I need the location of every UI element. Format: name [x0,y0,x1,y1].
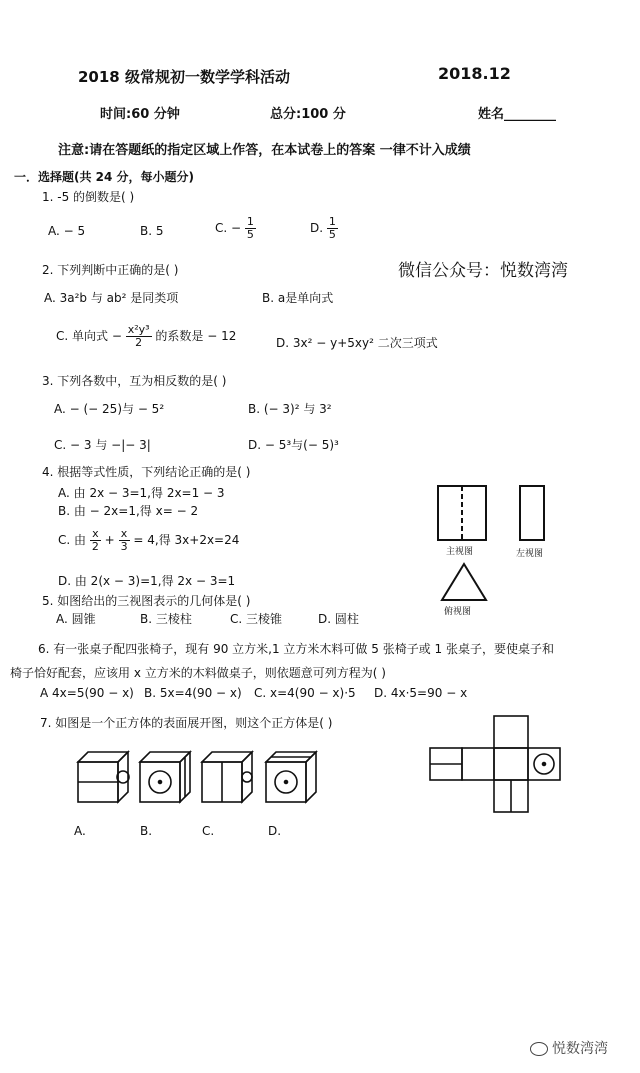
q2-stem: 2. 下列判断中正确的是( ) [42,263,179,277]
q6-option-c: C. x=4(90 − x)·5 [254,686,356,700]
q7-option-a: A. [74,824,86,838]
cube-option-d [266,752,316,802]
q4-option-c-prefix: C. 由 [58,533,87,547]
fraction-numerator: x [119,528,130,541]
fraction-numerator: x²y³ [127,323,150,336]
q1-option-a: A. − 5 [48,224,86,238]
q4-option-c-suffix: = 4,得 3x+2x=24 [133,533,240,547]
front-view-label: 主视图 [446,547,474,557]
q1-option-c [215,216,256,241]
q3-option-c: C. − 3 与 −|− 3| [54,438,151,452]
fraction-denominator: 2 [91,540,99,553]
q2-option-c-fraction [126,324,152,349]
q4-fraction-x-over-3 [119,528,130,553]
q7-option-d: D. [268,824,282,838]
q1-stem: 1. -5 的倒数是( ) [42,190,135,204]
q2-option-c-prefix: C. 单向式 − [56,329,122,343]
q4-option-b: B. 由 − 2x=1,得 x= − 2 [58,504,199,518]
top-view-shape [442,564,486,600]
q7-option-c: C. [202,824,215,838]
top-view-label: 俯视图 [444,607,472,617]
front-view-shape [438,486,486,540]
fraction-denominator: 3 [120,540,128,553]
section-heading: 一．选择题(共 24 分，每小题分) [14,170,195,184]
q1-option-c-prefix: C. − [215,221,242,235]
q6-line1: 6. 有一张桌子配四张椅子，现有 90 立方米,1 立方米木料可做 5 张椅子或 1 张桌子，要使桌子和 [38,642,554,656]
wechat-icon [530,1042,548,1056]
cube-option-a [78,752,129,802]
q2-option-a: A. 3a²b 与 ab² 是同类项 [44,291,179,305]
plus-sign: + [104,533,115,547]
q5-option-d: D. 圆柱 [318,612,359,626]
fraction-denominator: 2 [135,336,143,349]
q6-line2: 椅子恰好配套，应该用 x 立方米的木料做桌子，则依题意可列方程为( ) [10,666,386,680]
watermark-text: 微信公众号：悦数湾湾 [398,261,568,281]
q4-option-d: D. 由 2(x − 3)=1,得 2x − 3=1 [58,574,236,588]
exam-date: 2018.12 [438,64,511,83]
q6-option-d: D. 4x·5=90 − x [374,686,468,700]
cube-net-figure [428,714,608,814]
footer-watermark [530,1038,608,1058]
q4-stem: 4. 根据等式性质，下列结论正确的是( ) [42,465,251,479]
q3-stem: 3. 下列各数中，互为相反数的是( ) [42,374,227,388]
fraction-numerator: x [90,528,101,541]
q5-option-b: B. 三棱柱 [140,612,192,626]
q1-option-d [310,216,338,241]
footer-watermark-text: 悦数湾湾 [552,1041,608,1057]
cube-option-c [202,752,252,802]
fraction-denominator: 5 [328,228,336,241]
q2-option-c-suffix: 的系数是 − 12 [155,329,237,343]
exam-notice: 注意:请在答题纸的指定区域上作答，在本试卷上的答案 一律不计入成绩 [58,143,471,158]
q7-stem: 7. 如图是一个正方体的表面展开图，则这个正方体是( ) [40,716,333,730]
q5-option-c: C. 三棱锥 [230,612,283,626]
q3-option-d: D. − 5³与(− 5)³ [248,438,339,452]
q5-stem: 5. 如图给出的三视图表示的几何体是( ) [42,594,251,608]
q3-option-b: B. (− 3)² 与 3² [248,402,332,416]
fraction-numerator: 1 [328,215,336,228]
left-view-label: 左视图 [516,549,544,559]
q1-option-d-fraction [327,216,338,241]
q1-option-b: B. 5 [140,224,164,238]
q2-option-d: D. 3x² − y+5xy² 二次三项式 [276,336,438,350]
q4-option-a: A. 由 2x − 3=1,得 2x=1 − 3 [58,486,225,500]
fraction-numerator: 1 [246,215,254,228]
q2-option-b: B. a是单向式 [262,291,334,305]
cube-options-figure [70,748,330,814]
q5-option-a: A. 圆锥 [56,612,96,626]
q4-option-c [58,528,239,553]
q6-option-b: B. 5x=4(90 − x) [144,686,242,700]
q1-option-c-fraction [245,216,256,241]
exam-title: 2018 级常规初一数学学科活动 [78,68,290,86]
fraction-denominator: 5 [246,228,254,241]
student-name-field: 姓名________ [478,107,557,122]
q3-option-a: A. − (− 25)与 − 5² [54,402,165,416]
exam-total: 总分:100 分 [270,107,346,122]
exam-time: 时间:60 分钟 [100,107,180,122]
q7-option-b: B. [140,824,153,838]
q1-option-d-prefix: D. [310,221,324,235]
q2-option-c [56,324,236,349]
cube-option-b [140,752,190,802]
left-view-shape [520,486,544,540]
q4-fraction-x-over-2 [90,528,101,553]
q6-option-a: A 4x=5(90 − x) [40,686,134,700]
